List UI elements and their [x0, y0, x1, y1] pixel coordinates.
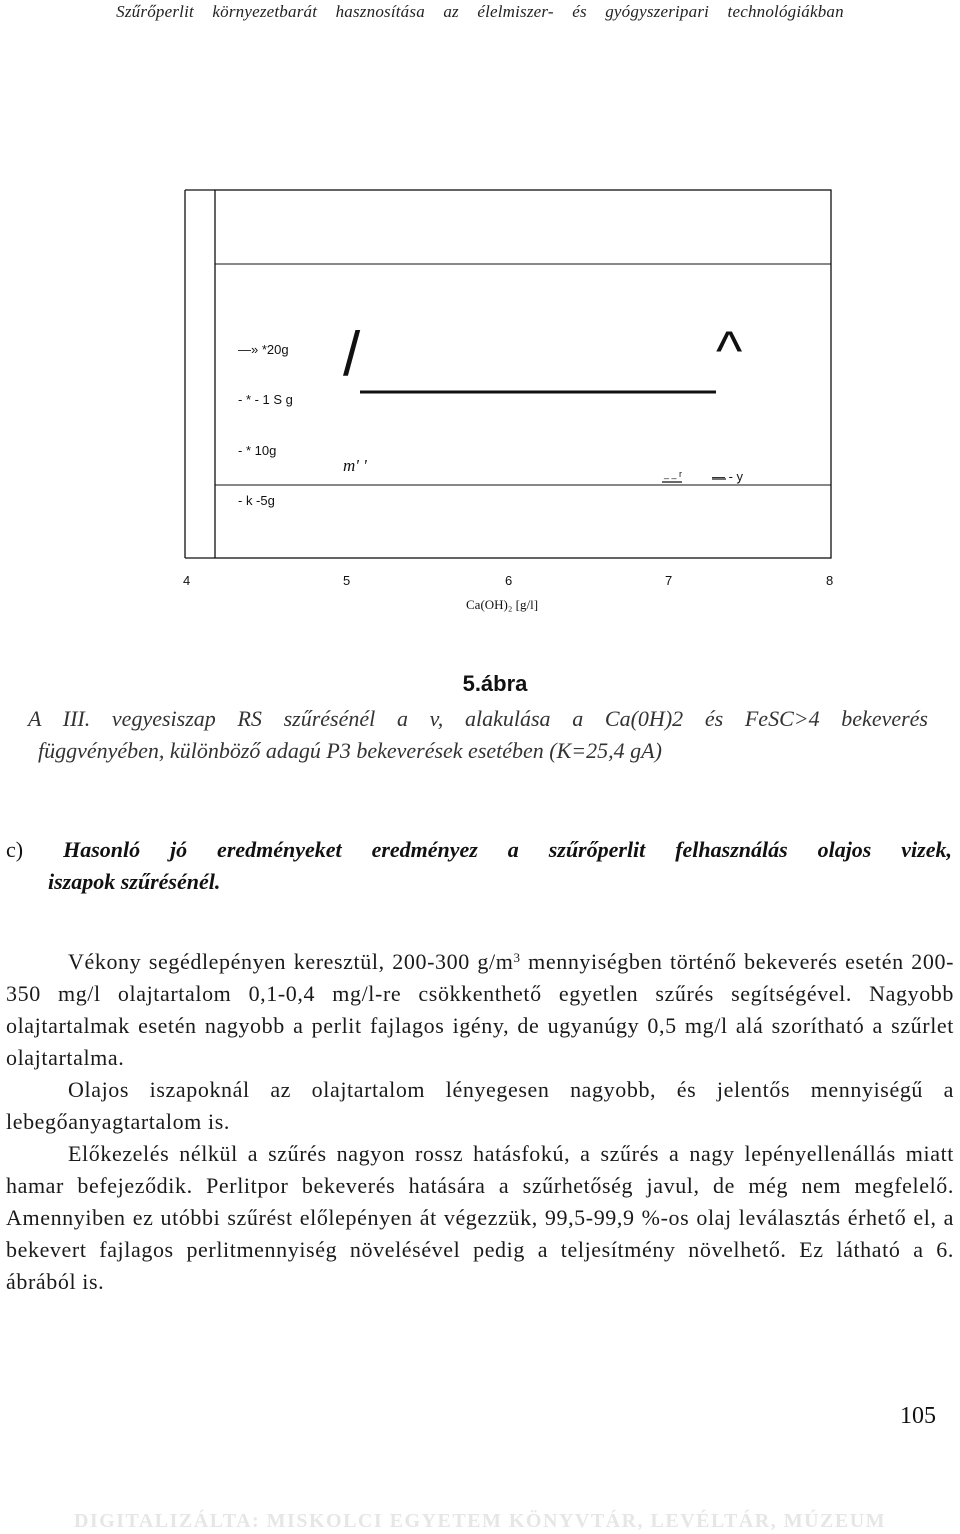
- x-tick-8: 8: [826, 573, 834, 588]
- p1-superscript: 3: [513, 950, 521, 965]
- paragraph-c: [6, 834, 952, 898]
- plot-slash-mark: /: [343, 320, 361, 389]
- figure-caption: [28, 703, 928, 767]
- x-tick-7: 7: [665, 573, 673, 588]
- x-tick-6: 6: [505, 573, 513, 588]
- digitization-footer: DIGITALIZÁLTA: MISKOLCI EGYETEM KÖNYVTÁR, LEVÉLTÁR, MÚZEUM: [73, 1510, 887, 1532]
- body-paragraph-1: [6, 946, 954, 1074]
- legend-item-5g: - k -5g: [238, 493, 275, 508]
- list-marker-c: c): [6, 837, 24, 862]
- figure-5-chart: [0, 180, 960, 620]
- x-tick-4: 4: [183, 573, 191, 588]
- body-paragraph-2: Olajos iszapoknál az olajtartalom lényegesen nagyobb, és jelentős mennyiségű a lebegőanyagtartalom is.: [6, 1077, 954, 1134]
- plot-caret-mark: ^: [716, 319, 743, 382]
- p1-text-b: mennyiségben történő bekeverés esetén 200-350 mg/l olajtartalom 0,1-0,4 mg/l-re csökkenthető egyetlen szűrés segítségével. Nagyobb olajtartalmak esetén nagyobb a perlit fajlagos igény, de ugyanúgy 0,5 mg/l alá szorítható a szűrlet olajtartalma.: [6, 949, 955, 1070]
- x-axis-label: Ca(OH)₂ [g/l]: [466, 597, 539, 612]
- legend-item-20g: —» *20g: [238, 342, 289, 357]
- x-tick-5: 5: [343, 573, 351, 588]
- body-text: [6, 946, 954, 1298]
- plot-tail-mark: _ _ r: [664, 469, 683, 479]
- paragraph-c-text-1: Hasonló jó eredményeket eredményez a szűrőperlit felhasználás olajos vizek,: [63, 837, 952, 862]
- figure-label: 5.ábra: [462, 671, 528, 696]
- page-number: 105: [900, 1403, 936, 1429]
- paragraph-c-line-1: [6, 834, 952, 866]
- legend-item-15g: - * - 1 S g: [238, 392, 293, 407]
- caption-line-1: A III. vegyesiszap RS szűrésénél a v, alakulása a Ca(0H)2 és FeSC>4 bekeverés: [28, 706, 928, 731]
- p1-text-a: Vékony segédlepényen keresztül, 200-300 g/m: [68, 949, 514, 974]
- legend-item-10g: - * 10g: [238, 443, 277, 458]
- plot-tail-legend: — - y: [712, 469, 744, 484]
- caption-line-2: függvényében, különböző adagú P3 bekeverések esetében (K=25,4 gA): [38, 738, 662, 763]
- chart-plot: [0, 180, 960, 620]
- running-header: Szűrőperlit környezetbarát hasznosítása az élelmiszer- és gyógyszeripari technológiákban: [116, 2, 844, 21]
- paragraph-c-line-2: iszapok szűrésénél.: [48, 869, 221, 894]
- body-paragraph-3: Előkezelés nélkül a szűrés nagyon rossz hatásfokú, a szűrés a nagy lepényellenállás miatt hamar befejeződik. Perlitpor bekeverés hatására a szűrhetőség javul, de még nem megfelelő. Amennyiben ez utóbbi szűrést előlepényen át végezzük, 99,5-99,9 %-os olaj leválasztás érhető el, a bekevert fajlagos perlitmennyiség növelésével pedig a teljesítmény növelhető. Ez látható a 6. ábrából is.: [6, 1141, 954, 1294]
- plot-annotation-m: m' ': [343, 456, 367, 475]
